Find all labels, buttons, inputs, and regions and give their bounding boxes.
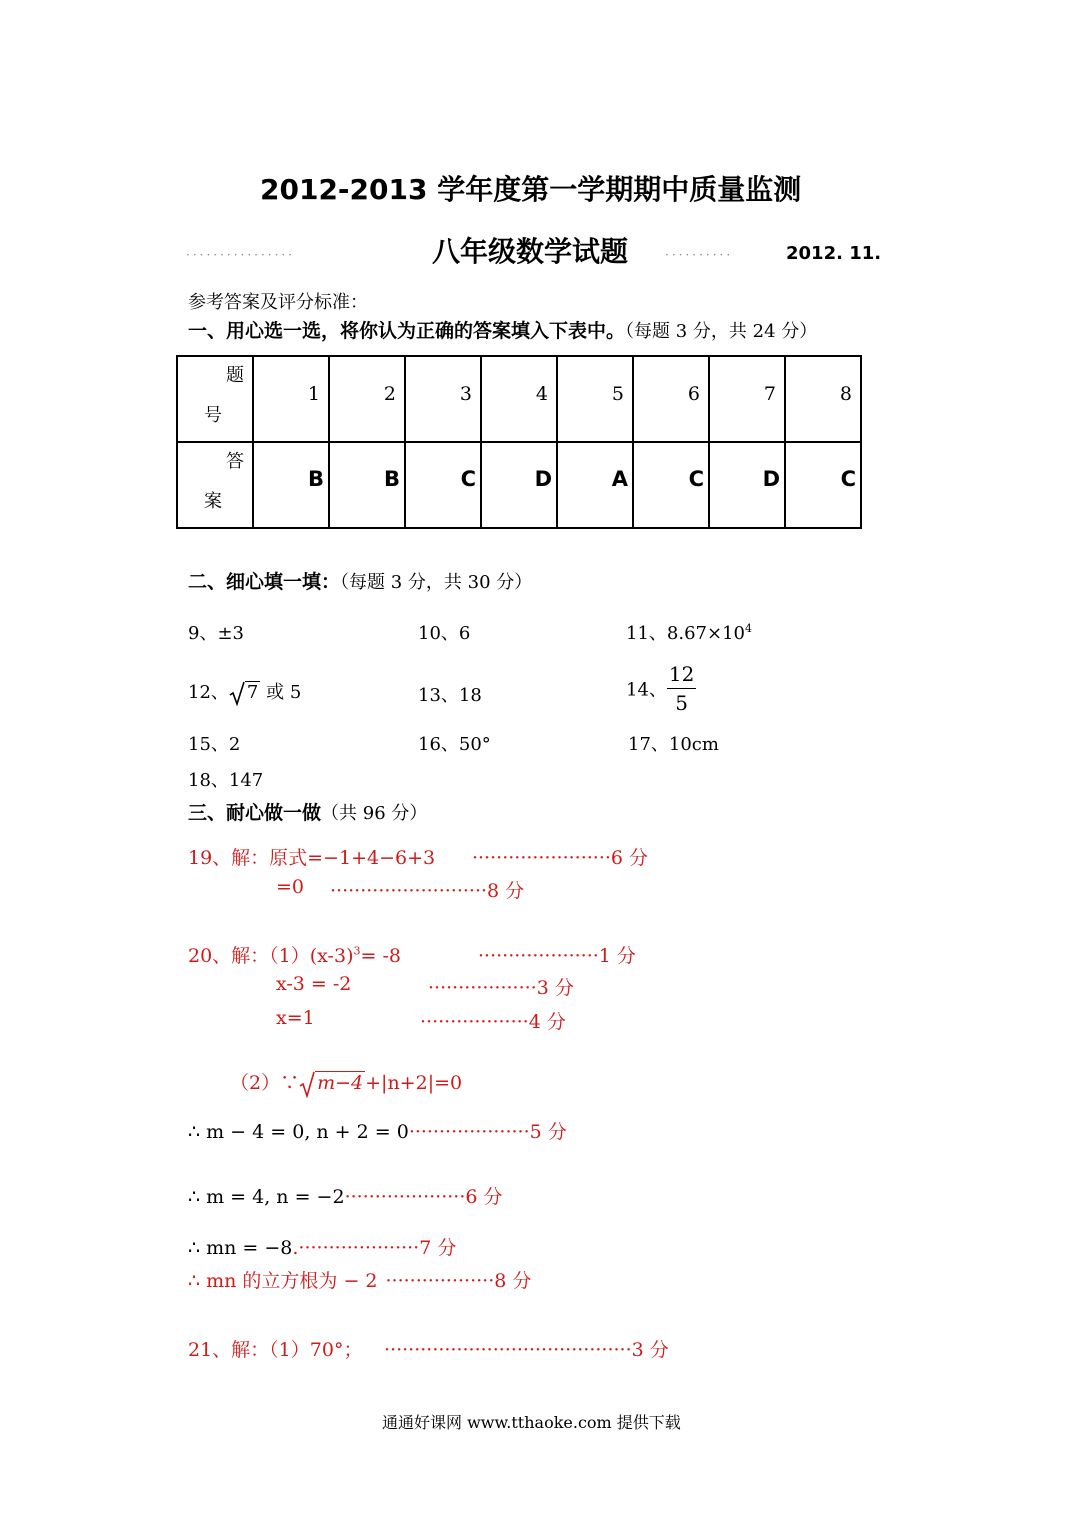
section3-heading: 三、耐心做一做 [188, 802, 322, 824]
answer-q13: 13、18 [418, 685, 482, 706]
q20-part2-radicand: m−4 [317, 1072, 364, 1094]
q20-step2-text: ∴ m = 4, n = −2 [188, 1186, 345, 1208]
q20-part2-prefix: （2）∵ [230, 1072, 300, 1094]
answer-q17: 17、10cm [628, 734, 719, 755]
sqrt-symbol [299, 1072, 365, 1094]
answer-q15: 15、2 [188, 734, 241, 755]
section2-heading: 二、细心填一填： [188, 571, 341, 593]
question-number-cell [329, 356, 405, 442]
q20-step4-text: ∴ mn 的立方根为 − 2 [188, 1270, 378, 1292]
answer-cell [709, 442, 785, 528]
section1-heading: 一、用心选一选，将你认为正确的答案填入下表中。 [188, 320, 626, 342]
document-subtitle: 八年级数学试题 [432, 235, 629, 268]
sqrt-symbol [229, 682, 260, 703]
answer-q12 [188, 678, 301, 704]
question-number: 2 [383, 383, 396, 405]
answer-letter: B [383, 467, 400, 491]
section1-note: （每题 3 分，共 24 分） [625, 321, 818, 342]
q20-step3-score: .····················7 分 [292, 1237, 457, 1259]
fraction [667, 660, 696, 717]
q20-line2-score: ··················3 分 [428, 977, 574, 999]
answer-q14 [626, 660, 696, 717]
answer-table-answer-row [177, 442, 861, 528]
question-number: 5 [611, 383, 624, 405]
section2-note: （每题 3 分，共 30 分） [340, 572, 533, 593]
q20-step3 [188, 1233, 456, 1260]
answer-cell [633, 442, 709, 528]
q20-line1 [188, 941, 401, 968]
title-dot-leader-right: ·········· [665, 248, 734, 262]
row-label-answer-a: 答 [226, 451, 244, 472]
q20-step1 [188, 1117, 567, 1144]
answer-letter: D [762, 467, 780, 491]
answer-q18: 18、147 [188, 770, 264, 791]
q20-line2: x-3 = -2 [276, 973, 352, 995]
document-title: 2012-2013 学年度第一学期期中质量监测 [260, 173, 802, 206]
question-number: 6 [687, 383, 700, 405]
q20-step1-score: ····················5 分 [408, 1121, 567, 1143]
q20-line1-exponent: 3 [353, 944, 361, 958]
q20-step3-text: ∴ mn = −8 [188, 1237, 293, 1259]
row-label-number-a: 题 [226, 365, 244, 386]
row-label-number [177, 356, 253, 442]
row-label-answer-b: 案 [204, 491, 222, 512]
page-footer: 通通好课网 www.tthaoke.com 提供下载 [382, 1413, 681, 1432]
question-number: 7 [763, 383, 776, 405]
answer-q11 [626, 619, 752, 645]
question-number-cell [785, 356, 861, 442]
question-number-cell [405, 356, 481, 442]
section3-note: （共 96 分） [321, 803, 428, 824]
q20-step1-text: ∴ m − 4 = 0, n + 2 = 0 [188, 1121, 409, 1143]
row-label-number-b: 号 [204, 405, 222, 426]
answer-table-number-row [177, 356, 861, 442]
q20-part2-suffix: +|n+2|=0 [365, 1072, 463, 1094]
intro-text: 参考答案及评分标准： [188, 292, 368, 313]
q19-line2-score: ··························8 分 [330, 880, 525, 902]
answer-cell [557, 442, 633, 528]
document-date: 2012. 11. [786, 243, 882, 264]
fraction-denominator: 5 [675, 691, 688, 715]
row-label-answer [177, 442, 253, 528]
answer-cell [329, 442, 405, 528]
q19-line1-score: ·······················6 分 [472, 847, 649, 869]
q20-step4 [188, 1266, 531, 1293]
answer-q9: 9、±3 [188, 623, 244, 644]
q21-line1-score: ·········································3 分 [384, 1339, 669, 1361]
answer-q12-suffix: 或 5 [266, 682, 302, 703]
answer-q11-exponent: 4 [744, 622, 752, 635]
answer-letter: C [688, 467, 704, 491]
question-number-cell [633, 356, 709, 442]
answer-table [176, 355, 862, 529]
answer-cell [481, 442, 557, 528]
answer-q11-base: 11、8.67×10 [626, 623, 745, 644]
question-number-cell [481, 356, 557, 442]
q20-line1-a: 20、解：（1）(x-3) [188, 945, 354, 967]
question-number: 4 [535, 383, 548, 405]
q20-line1-b: = -8 [360, 945, 401, 967]
answer-q12-label: 12、 [188, 682, 229, 703]
answer-letter: B [307, 467, 324, 491]
q19-line2: =0 [276, 876, 305, 898]
question-number-cell [557, 356, 633, 442]
answer-letter: C [840, 467, 856, 491]
question-number: 1 [307, 383, 320, 405]
q21-line1: 21、解：（1）70°； [188, 1339, 363, 1361]
answer-cell [253, 442, 329, 528]
q20-line3: x=1 [276, 1007, 315, 1029]
answer-letter: D [534, 467, 552, 491]
fraction-numerator: 12 [667, 660, 696, 689]
q20-part2 [230, 1068, 462, 1095]
section1-heading-line [188, 316, 817, 343]
question-number: 3 [459, 383, 472, 405]
question-number: 8 [839, 383, 852, 405]
q20-line1-score: ····················1 分 [478, 945, 636, 967]
answer-cell [785, 442, 861, 528]
section2-heading-line [188, 567, 532, 594]
q19-line1: 19、解：原式=−1+4−6+3 [188, 847, 436, 869]
question-number-cell [253, 356, 329, 442]
section3-heading-line [188, 798, 427, 825]
q20-step2-score: ····················6 分 [344, 1186, 503, 1208]
q20-step4-score: ··················8 分 [385, 1270, 532, 1292]
q20-step2 [188, 1182, 502, 1209]
answer-cell [405, 442, 481, 528]
q20-line3-score: ··················4 分 [420, 1011, 566, 1033]
answer-q16: 16、50° [418, 734, 491, 755]
answer-q14-label: 14、 [626, 679, 667, 701]
title-dot-leader-left: ················ [186, 248, 296, 262]
answer-letter: C [460, 467, 476, 491]
answer-q10: 10、6 [418, 623, 471, 644]
answer-letter: A [611, 467, 628, 491]
answer-q12-radicand: 7 [246, 682, 259, 703]
question-number-cell [709, 356, 785, 442]
